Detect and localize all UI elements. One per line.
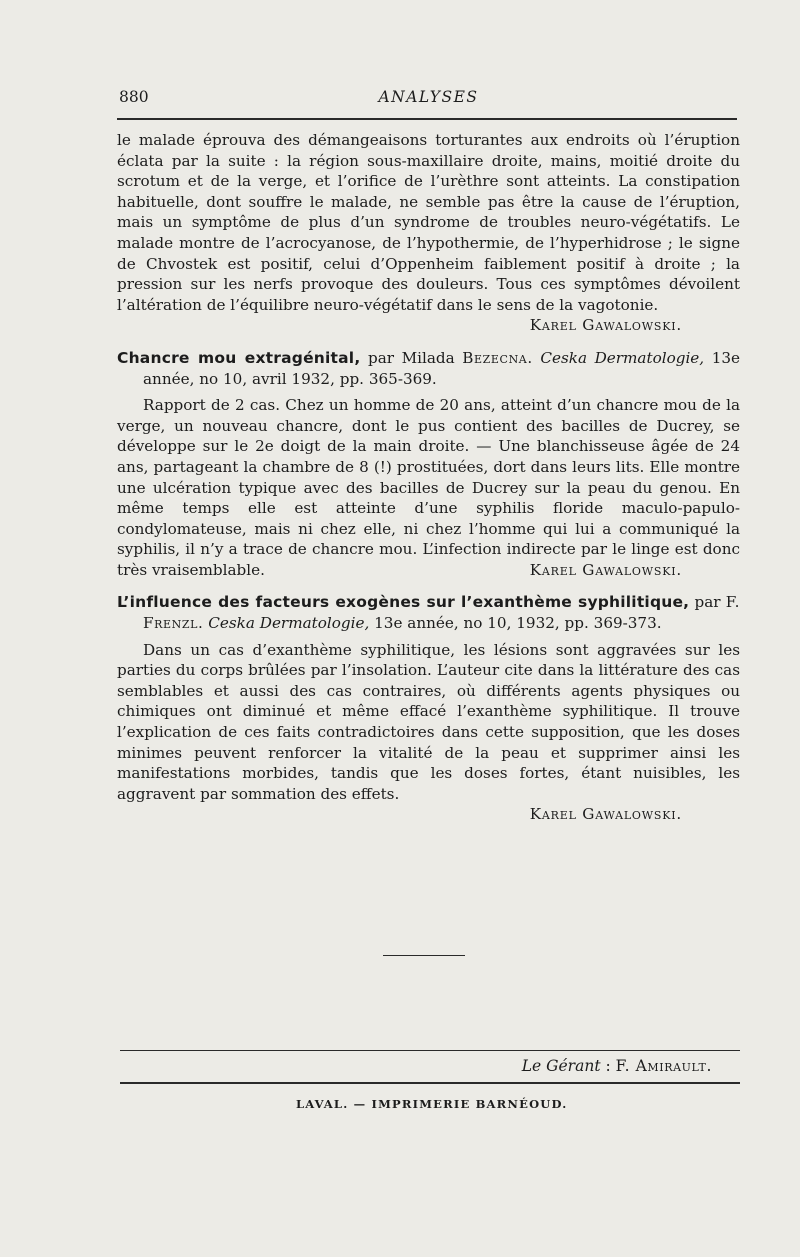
article-2-author: F. Frenzl. [143, 593, 740, 633]
page [117, 88, 740, 825]
page-number: 880 [119, 88, 149, 106]
article-2-details: 13e année, no 10, 1932, pp. 369-373. [374, 614, 662, 633]
signature: Karel Gawalowski. [529, 316, 682, 335]
article-body [117, 130, 740, 825]
gerant-label: Le Gérant [521, 1057, 601, 1075]
footer-rule-top [120, 1050, 740, 1051]
gerant-name: F. Amirault. [615, 1057, 712, 1075]
footer-rule-bottom [120, 1082, 740, 1084]
article-1-author: Bezecna. [462, 348, 533, 367]
header-rule [117, 118, 737, 120]
gerant-separator: : [600, 1057, 616, 1075]
article-1-signature: Karel Gawalowski. [529, 560, 682, 579]
article-1-by: par Milada [368, 348, 455, 367]
article-2-body: Dans un cas d’exanthème syphilitique, les lésions sont aggravées sur les parties du corps brûlées par l’insolation. L’auteur cite dans la littérature des cas semblables et aussi des cas contraires, où différents agents physiques ou chimiques ont diminué et même effacé l’exanthème syphilitique. Il trouve l’explication de ces faits contradictoires dans cette supposition, que les doses minimes peuvent renforcer la vitalité de la peau et supprimer ainsi les manifestations morbides, tandis que les doses fortes, étant nuisibles, les aggravent par sommation des effets. [117, 640, 740, 803]
article-1-body [117, 395, 740, 580]
article-1-details: 13e année, no 10, avril 1932, pp. 365-369. [143, 348, 741, 388]
article-2-by: par [694, 593, 721, 612]
article-2-citation [117, 592, 740, 633]
running-head: ANALYSES [378, 88, 479, 106]
article-1-title: Chancre mou extragénital, [117, 348, 361, 367]
imprint: LAVAL. — IMPRIMERIE BARNÉOUD. [296, 1097, 568, 1111]
page-header [117, 88, 740, 110]
section-end-rule [383, 955, 465, 956]
article-1-text: Rapport de 2 cas. Chez un homme de 20 ans, atteint d’un chancre mou de la verge, un nouveau chancre, dont le pus contient des bacilles de Ducrey, se développe sur le 2e doigt de la main droite. — Une blanchisseuse âgée de 24 ans, partageant la chambre de 8 (!) prostituées, dort dans leurs lits. Elle montre une ulcération typique avec des bacilles de Ducrey sur la peau du genou. En même temps elle est atteinte d’une syphilis floride maculo-papulo-condylomateuse, mais ni chez elle, ni chez l’homme qui lui a communiqué la syphilis, il n’y a trace de chancre mou. L’infection indirecte par le linge est donc très vraisemblable. [117, 396, 740, 579]
continuation-paragraph: le malade éprouva des démangeaisons torturantes aux endroits où l’éruption éclata par la suite : la région sous-maxillaire droite, mains, moitié droite du scrotum et de la verge, et l’orifice de l’urèthre sont atteints. La constipation habituelle, dont souffre le malade, ne semble pas être la cause de l’éruption, mais un symptôme de plus d’un syndrome de troubles neuro-végétatifs. Le malade montre de l’acrocyanose, de l’hypothermie, de l’hyperhidrose ; le signe de Chvostek est positif, celui d’Oppenheim faiblement positif à droite ; la pression sur les nerfs provoque des douleurs. Tous ces symptômes dévoilent l’altération de l’équilibre neuro-végétatif dans le sens de la vagotonie. [117, 131, 740, 314]
article-2-journal: Ceska Dermatologie, [208, 614, 370, 633]
gerant-line [120, 1057, 712, 1075]
article-1-citation [117, 348, 740, 389]
article-1-journal: Ceska Dermatologie, [540, 348, 705, 367]
article-2-signature: Karel Gawalowski. [529, 805, 682, 824]
article-2-title: L’influence des facteurs exogènes sur l’exanthème syphilitique, [117, 593, 690, 612]
